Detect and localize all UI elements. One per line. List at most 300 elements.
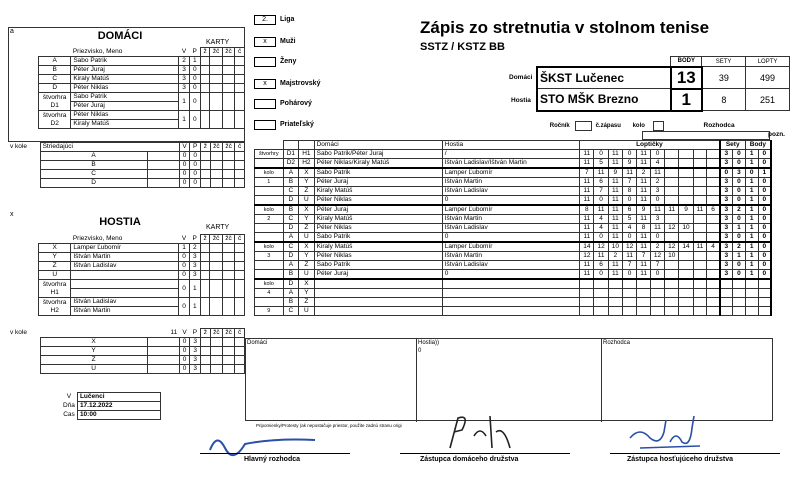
sub-wins: 0 — [179, 161, 190, 170]
ball-score — [637, 279, 651, 289]
card-cell — [210, 170, 222, 179]
subs-count: 11 — [170, 328, 178, 336]
ball-score — [665, 298, 679, 307]
match-away-code: U — [299, 196, 315, 206]
card-col-c: č — [235, 48, 245, 57]
point-home: 1 — [745, 196, 758, 206]
place-date-table — [61, 392, 161, 420]
ball-score: 4 — [650, 159, 664, 169]
card-cell — [210, 93, 222, 111]
sub-wins: 0 — [179, 152, 190, 161]
card-col-z: ž — [200, 48, 210, 57]
match-home-player: Sabo Patrik — [314, 168, 442, 178]
doubles-label: štvorhra — [42, 111, 67, 119]
match-away-player — [442, 279, 579, 289]
match-away-player: Ištván Ladislav — [442, 224, 579, 233]
doubles-player2: Kiraly Matúš — [71, 120, 179, 129]
card-col-c: č — [235, 235, 245, 244]
card-col-zc2: žč — [222, 235, 234, 244]
card-cell — [210, 338, 222, 347]
home-sety: 39 — [702, 67, 746, 89]
ball-score: 0 — [622, 233, 636, 243]
ball-score — [693, 279, 707, 289]
match-home-code: B — [283, 270, 299, 280]
sub-code: U — [40, 365, 147, 374]
ball-score: 0 — [594, 233, 608, 243]
kolo-label: kolo — [632, 123, 645, 129]
sub-wins: 0 — [179, 338, 190, 347]
p-col-header: P — [192, 328, 198, 336]
ball-score — [693, 233, 707, 243]
ball-score: 11 — [637, 215, 651, 224]
card-cell — [235, 271, 245, 280]
match-round — [255, 261, 284, 270]
point-away — [758, 298, 771, 307]
ball-score — [707, 196, 720, 206]
ball-score: 11 — [637, 242, 651, 252]
set-away: 0 — [732, 270, 745, 280]
ball-score — [679, 279, 693, 289]
player-name: Péter Niklas — [71, 84, 179, 93]
card-cell — [201, 365, 211, 374]
away-lopty: 251 — [746, 89, 790, 111]
match-home-player: Péter Niklas — [314, 252, 442, 261]
time-label: Čas — [63, 411, 75, 418]
home-corner-a: a — [10, 28, 14, 35]
sub-name — [147, 356, 179, 365]
point-home: 1 — [745, 252, 758, 261]
player-losses: 3 — [189, 253, 200, 262]
player-row — [39, 271, 245, 280]
rozhodca-field — [642, 131, 770, 140]
match-home-player: Péter Juraj — [314, 270, 442, 280]
point-home: 1 — [745, 205, 758, 215]
card-cell — [200, 66, 210, 75]
ball-score: 11 — [608, 178, 622, 187]
cislo-zapasu-label: č.zápasu — [595, 123, 621, 129]
point-home: 1 — [745, 159, 758, 169]
player-row — [39, 262, 245, 271]
match-home-code: A — [283, 168, 299, 178]
set-home: 3 — [720, 233, 733, 243]
cell — [8, 356, 40, 365]
ball-score — [665, 261, 679, 270]
match-away-code: Y — [299, 289, 315, 298]
cell — [8, 179, 40, 188]
referee-signature — [205, 420, 325, 460]
match-home-code: A — [283, 233, 299, 243]
match-away-code: H1 — [299, 150, 315, 159]
home-team-name: ŠKST Lučenec — [537, 67, 671, 89]
sub-row — [8, 338, 245, 347]
set-home: 3 — [720, 205, 733, 215]
ball-score: 9 — [608, 168, 622, 178]
player-wins: 3 — [179, 75, 190, 84]
match-round — [255, 159, 284, 169]
card-cell — [210, 298, 222, 316]
set-away — [732, 279, 745, 289]
card-cell — [222, 152, 234, 161]
card-cell — [210, 84, 222, 93]
ball-score: 11 — [693, 242, 707, 252]
card-cell — [222, 93, 234, 111]
match-away-player: Ištván Ladislav — [442, 187, 579, 196]
ball-score: 11 — [608, 205, 622, 215]
ball-score — [679, 252, 693, 261]
point-home — [745, 298, 758, 307]
match-row — [255, 159, 772, 169]
point-home: 1 — [745, 242, 758, 252]
lopticky-header: Loptičky — [580, 141, 720, 150]
card-cell — [210, 152, 222, 161]
card-cell — [210, 111, 222, 129]
card-cell — [222, 253, 234, 262]
match-row — [255, 252, 772, 261]
set-away: 0 — [732, 233, 745, 243]
ball-score — [580, 298, 594, 307]
ball-score: 0 — [622, 196, 636, 206]
player-losses: 3 — [189, 271, 200, 280]
match-row — [255, 224, 772, 233]
hostia-col-header: Hostia — [442, 141, 579, 150]
card-col-zc2: žč — [222, 143, 234, 152]
sub-losses: 3 — [190, 365, 201, 374]
sub-row — [8, 161, 245, 170]
p-col-header: P — [190, 143, 201, 152]
set-away — [732, 289, 745, 298]
ball-score: 0 — [594, 270, 608, 280]
ball-score: 11 — [637, 159, 651, 169]
card-col-zc2: žč — [222, 48, 234, 57]
point-away: 0 — [758, 187, 771, 196]
doubles-player1: Péter Niklas — [71, 111, 179, 120]
match-round: kolo — [255, 279, 284, 289]
set-home: 3 — [720, 196, 733, 206]
point-away: 0 — [758, 242, 771, 252]
ball-score — [650, 289, 664, 298]
ball-score — [679, 289, 693, 298]
place-value: Lučenci — [77, 393, 160, 402]
match-round: 3 — [255, 252, 284, 261]
muzi-label: Muži — [280, 38, 296, 45]
sub-name — [147, 338, 179, 347]
card-cell — [235, 75, 245, 84]
match-home-code: C — [283, 215, 299, 224]
ball-score — [637, 289, 651, 298]
cell — [8, 338, 40, 347]
card-cell — [222, 179, 234, 188]
card-cell — [210, 271, 222, 280]
ball-score: 11 — [650, 168, 664, 178]
doubles-player2: Péter Juraj — [71, 102, 179, 111]
doubles-row — [39, 93, 245, 102]
sub-row — [8, 365, 245, 374]
ball-score: 14 — [580, 242, 594, 252]
ball-score — [665, 270, 679, 280]
ball-score: 11 — [580, 215, 594, 224]
match-home-player: Sabo Patrik — [314, 261, 442, 270]
ball-score — [622, 279, 636, 289]
header-row — [39, 235, 245, 244]
card-cell — [200, 298, 210, 316]
ball-score: 11 — [608, 159, 622, 169]
card-cell — [210, 253, 222, 262]
match-away-code: Z — [299, 224, 315, 233]
match-home-code: B — [283, 205, 299, 215]
subs-header — [8, 143, 245, 152]
match-round: kolo — [255, 168, 284, 178]
set-away: 0 — [732, 196, 745, 206]
card-cell — [222, 338, 234, 347]
set-away: 0 — [732, 215, 745, 224]
ball-score: 9 — [622, 159, 636, 169]
ball-score: 11 — [693, 205, 707, 215]
match-home-code: D1 — [283, 150, 299, 159]
ball-score: 11 — [622, 252, 636, 261]
card-cell — [200, 280, 210, 298]
set-home — [720, 307, 733, 316]
ball-score — [693, 215, 707, 224]
player-code: Y — [39, 253, 71, 262]
rozhodca-label: Rozhodca — [703, 122, 735, 129]
ball-score: 9 — [637, 205, 651, 215]
ball-score — [679, 261, 693, 270]
away-label: Hostia — [511, 97, 531, 104]
ball-score — [707, 261, 720, 270]
match-away-player — [442, 307, 579, 316]
cell — [8, 365, 40, 374]
set-away — [732, 307, 745, 316]
ball-score — [679, 187, 693, 196]
ball-score — [707, 270, 720, 280]
player-name: Sabo Patrik — [71, 57, 179, 66]
match-row — [255, 215, 772, 224]
doubles-player1: Sabo Patrik — [71, 93, 179, 102]
card-cell — [222, 57, 234, 66]
ball-score: 11 — [637, 196, 651, 206]
notes-rozhodca-label: Rozhodca — [603, 340, 631, 346]
ball-score: 7 — [637, 252, 651, 261]
ball-score: 12 — [665, 224, 679, 233]
doubles-label: štvorhra — [42, 298, 67, 306]
card-cell — [200, 111, 210, 129]
point-home: 1 — [745, 261, 758, 270]
match-row — [255, 298, 772, 307]
match-away-code: X — [299, 168, 315, 178]
cell — [8, 170, 40, 179]
score-sety-header: SETY — [702, 57, 746, 67]
priatelsky-label: Priateľský — [280, 121, 314, 128]
card-col-z: ž — [200, 235, 210, 244]
ball-score — [679, 233, 693, 243]
home-rep-label: Zástupca domáceho družstva — [420, 456, 519, 463]
sub-wins: 0 — [179, 347, 190, 356]
ball-score — [594, 307, 608, 316]
match-away-player: Lamper Ľubomír — [442, 242, 579, 252]
match-round — [255, 270, 284, 280]
doubles-code-value: D1 — [50, 101, 59, 109]
ball-score — [693, 159, 707, 169]
sub-losses: 0 — [190, 152, 201, 161]
ball-score — [707, 150, 720, 159]
set-home: 0 — [720, 168, 733, 178]
card-cell — [235, 365, 245, 374]
doubles-code — [39, 111, 71, 129]
ball-score: 11 — [622, 168, 636, 178]
away-rep-label: Zástupca hosťujúceho družstva — [627, 456, 734, 463]
match-home-player — [314, 289, 442, 298]
card-cell — [235, 347, 245, 356]
ball-score — [665, 178, 679, 187]
match-home-code: D — [283, 279, 299, 289]
liga-label: Liga — [280, 16, 295, 23]
card-cell — [235, 262, 245, 271]
p-col-header: P — [192, 234, 197, 242]
ball-score — [679, 298, 693, 307]
card-cell — [200, 84, 210, 93]
liga-number-box: 2. — [254, 15, 276, 25]
point-home — [745, 279, 758, 289]
ball-score — [608, 289, 622, 298]
ball-score: 7 — [594, 187, 608, 196]
point-away: 0 — [758, 224, 771, 233]
ball-score: 12 — [594, 242, 608, 252]
ball-score — [679, 150, 693, 159]
point-away: 0 — [758, 233, 771, 243]
ball-score — [693, 261, 707, 270]
ball-score: 2 — [650, 178, 664, 187]
ball-score: 4 — [707, 242, 720, 252]
card-cell — [222, 111, 234, 129]
card-cell — [235, 84, 245, 93]
ball-score — [707, 178, 720, 187]
sub-code: D — [40, 179, 147, 188]
ball-score: 2 — [650, 242, 664, 252]
ball-score: 11 — [580, 159, 594, 169]
match-away-player: Lamper Ľubomír — [442, 205, 579, 215]
cell — [299, 141, 315, 150]
player-losses: 3 — [189, 262, 200, 271]
set-home: 3 — [720, 270, 733, 280]
set-home: 3 — [720, 159, 733, 169]
match-away-code: Y — [299, 215, 315, 224]
card-cell — [200, 253, 210, 262]
sub-code: Y — [40, 347, 147, 356]
name-col-header: Priezvisko, Meno — [72, 47, 123, 55]
card-cell — [210, 347, 222, 356]
point-home: 0 — [745, 168, 758, 178]
match-away-player: 0 — [442, 270, 579, 280]
sub-row — [8, 347, 245, 356]
notes-domaci-label: Domáci — [247, 340, 268, 346]
ball-score: 11 — [637, 187, 651, 196]
set-away: 0 — [732, 261, 745, 270]
ball-score — [637, 307, 651, 316]
player-row — [39, 75, 245, 84]
card-cell — [201, 338, 211, 347]
match-away-code: Z — [299, 187, 315, 196]
match-away-player: Ištván Martin — [442, 178, 579, 187]
match-home-code: B — [283, 298, 299, 307]
ball-score: 8 — [622, 187, 636, 196]
ball-score: 0 — [650, 233, 664, 243]
point-away: 0 — [758, 261, 771, 270]
subs-label: Striedajúci — [40, 143, 179, 152]
poharovy-label: Pohárový — [280, 100, 312, 107]
point-away: 0 — [758, 252, 771, 261]
match-away-player: Ištván Ladislav — [442, 261, 579, 270]
set-away: 2 — [732, 242, 745, 252]
player-row — [39, 57, 245, 66]
ball-score — [679, 270, 693, 280]
ball-score: 10 — [665, 252, 679, 261]
card-cell — [222, 280, 234, 298]
ball-score: 11 — [650, 224, 664, 233]
away-rep-line — [610, 453, 780, 454]
point-away: 0 — [758, 215, 771, 224]
ball-score: 0 — [650, 196, 664, 206]
card-cell — [235, 111, 245, 129]
ball-score — [693, 252, 707, 261]
card-cell — [200, 75, 210, 84]
match-home-player: Kiraly Matúš — [314, 215, 442, 224]
set-home: 3 — [720, 242, 733, 252]
ball-score: 11 — [608, 233, 622, 243]
point-home — [745, 307, 758, 316]
ball-score — [650, 307, 664, 316]
match-home-player: Péter Niklas — [314, 196, 442, 206]
referee-line — [200, 453, 350, 454]
point-away: 0 — [758, 159, 771, 169]
ball-score — [622, 307, 636, 316]
card-cell — [235, 338, 245, 347]
match-row — [255, 205, 772, 215]
point-away: 0 — [758, 196, 771, 206]
priatelsky-checkbox — [254, 120, 276, 130]
player-code: B — [39, 66, 71, 75]
card-cell — [222, 347, 234, 356]
card-col-c: č — [235, 143, 245, 152]
match-row — [255, 242, 772, 252]
set-away: 3 — [732, 168, 745, 178]
ball-score — [580, 279, 594, 289]
ball-score: 12 — [580, 252, 594, 261]
doubles-code-value: H2 — [50, 306, 59, 314]
player-losses: 2 — [189, 244, 200, 253]
ball-score: 4 — [622, 224, 636, 233]
set-away — [732, 298, 745, 307]
match-home-player: Péter Niklas — [314, 224, 442, 233]
match-home-player: Péter Niklas/Kiraly Matúš — [314, 159, 442, 169]
subs-label — [40, 329, 147, 338]
ball-score: 2 — [608, 252, 622, 261]
card-cell — [201, 161, 211, 170]
ball-score: 11 — [580, 224, 594, 233]
match-row — [255, 289, 772, 298]
player-losses: 1 — [189, 57, 200, 66]
home-players-table — [38, 47, 245, 129]
card-cell — [235, 152, 245, 161]
ball-score — [679, 307, 693, 316]
player-row — [39, 66, 245, 75]
card-cell — [201, 179, 211, 188]
match-round: 2 — [255, 215, 284, 224]
ball-score — [594, 279, 608, 289]
match-round: 9 — [255, 307, 284, 316]
point-away — [758, 289, 771, 298]
ball-score — [707, 289, 720, 298]
ball-score — [665, 233, 679, 243]
